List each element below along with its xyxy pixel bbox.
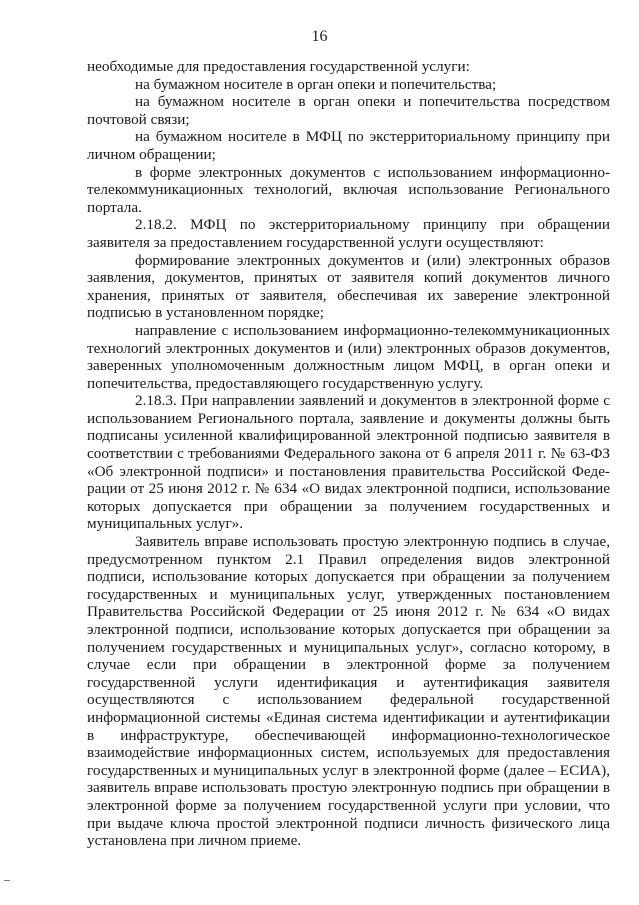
paragraph-option-mfc: на бумажном носителе в МФЦ по экстерриториальному принципу при личном обращении; (87, 128, 610, 163)
paragraph-option-electronic: в форме электронных документов с использованием информационно-телекоммуникационных технологий, включая использование Регионального портала. (87, 163, 610, 216)
paragraph-option-paper-guardianship: на бумажном носителе в орган опеки и попечительства; (135, 75, 497, 93)
paragraph-option-postal: на бумажном носителе в орган опеки и попечительства посредством почтовой связи; (87, 93, 610, 128)
paragraph-sending-documents: направление с использованием информационно-телекоммуникационных технологий электронных документов и (или) электронных образов документов, заверенных уполномоченным должностным лицом МФЦ, в орган опеки и попечительства, предоставляющего государственную услугу. (87, 321, 610, 392)
scan-edge-mark (4, 880, 10, 881)
paragraph-2-18-3: 2.18.3. При направлении заявлений и документов в электронной форме с использованием Регионального портала, заявление и документы должны быть подписаны усиленной квалифицированной электронной подписью заявителя в соответствии с требованиями Федерального закона от 6 апреля 2011 г. № 63-ФЗ «Об электронной подписи» и постановления правительства Российской Феде-рации от 25 июня 2012 г. № 634 «О видах электронной подписи, использование которых допускается при обращении за получением государственных и муниципальных услуг». (87, 392, 610, 533)
paragraph-continuation: необходимые для предоставления государственной услуги: (87, 58, 470, 75)
document-body (87, 58, 610, 850)
paragraph-2-18-2: 2.18.2. МФЦ по экстерриториальному принципу при обращении заявителя за предоставлением государственной услуги осуществляют: (87, 216, 610, 251)
page-number: 16 (311, 28, 328, 45)
paragraph-simple-signature: Заявитель вправе использовать простую электронную подпись в случае, предусмотренном пунктом 2.1 Правил определения видов электронной подписи, использование которых допускается при обращении за получением государственных и муниципальных услуг, утвержденных постановлением Правительства Российской Федерации от 25 июня 2012 г. № 634 «О видах электронной подписи, использование которых допускается при обращении за получением государственных и муниципальных услуг», согласно которому, в случае если при обращении в электронной форме за получением государственной услуги идентификация и аутентификация заявителя осуществляются с использованием федеральной государственной информационной системы «Единая система идентификации и аутентификации в инфраструктуре, обеспечивающей информационно-технологическое взаимодействие информационных систем, используемых для предоставления государственных и муниципальных услуг в электронной форме (далее – ЕСИА), заявитель вправе использовать простую электронную подпись при обращении в электронной форме за получением государственной услуги при условии, что при выдаче ключа простой электронной подписи личность физического лица установлена при личном приеме. (87, 533, 610, 850)
paragraph-forming-documents: формирование электронных документов и (или) электронных образов заявления, документов, принятых от заявителя копий документов личного хранения, принятых от заявителя, обеспечивая их заверение электронной подписью в установленном порядке; (87, 251, 610, 322)
